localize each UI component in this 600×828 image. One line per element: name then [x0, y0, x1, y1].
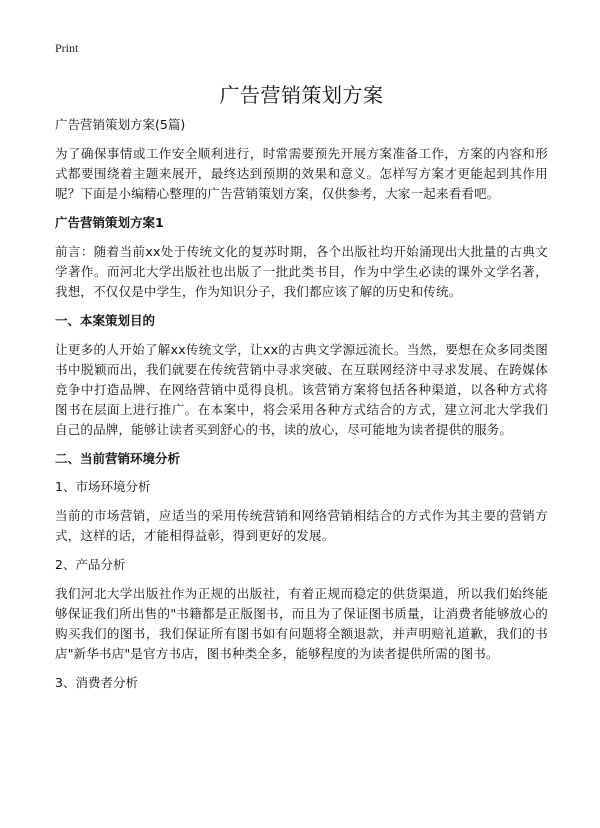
- intro-paragraph: 为了确保事情或工作安全顺利进行，时常需要预先开展方案准备工作，方案的内容和形式都要围绕着主题来展开，最终达到预期的效果和意义。怎样写方案才更能起到其作用呢？下面是小编精心整理的广告营销策划方案，仅供参考，大家一起来看看吧。: [55, 146, 548, 201]
- section1-paragraph: 让更多的人开始了解xx传统文学，让xx的古典文学源远流长。当然，要想在众多同类图书中脱颖而出，我们就要在传统营销中寻求突破、在互联网经济中寻求发展、在跨媒体竞争中打造品牌、在网络营销中觅得良机。该营销方案将包括各种渠道，以各种方式将图书在层面上进行推广。在本案中，将会采用各种方式结合的方式，建立河北大学我们自己的品牌，能够让读者买到舒心的书，读的放心，尽可能地为读者提供的服务。: [55, 342, 548, 437]
- section1-heading: 一、本案策划目的: [55, 313, 156, 328]
- sub2-heading: 2、产品分析: [55, 557, 126, 572]
- preface-paragraph: 前言：随着当前xx处于传统文化的复苏时期，各个出版社均开始涌现出大批量的古典文学著作。而河北大学出版社也出版了一批此类书目，作为中学生必读的课外文学名著，我想，不仅仅是中学生，作为知识分子，我们都应该了解的历史和传统。: [55, 244, 548, 299]
- section2-heading: 二、当前营销环境分析: [55, 451, 181, 466]
- sub1-paragraph: 当前的市场营销，应适当的采用传统营销和网络营销相结合的方式作为其主要的营销方式，这样的话，才能相得益彰，得到更好的发展。: [55, 508, 548, 543]
- print-link[interactable]: Print: [55, 41, 79, 55]
- document-subtitle: 广告营销策划方案(5篇): [55, 117, 186, 132]
- document-title: 广告营销策划方案: [219, 83, 384, 107]
- sub2-paragraph: 我们河北大学出版社作为正规的出版社，有着正规而稳定的供货渠道，所以我们始终能够保证我们所出售的"书籍都是正版图书，而且为了保证图书质量，让消费者能够放心的购买我们的图书，我们保证所有图书如有问题将全额退款，并声明赔礼道歉，我们的书店"新华书店"是官方书店，图书种类全多，能够程度的为读者提供所需的图书。: [55, 586, 548, 661]
- sub3-heading: 3、消费者分析: [55, 675, 138, 690]
- plan1-heading: 广告营销策划方案1: [55, 215, 164, 230]
- sub1-heading: 1、市场环境分析: [55, 479, 151, 494]
